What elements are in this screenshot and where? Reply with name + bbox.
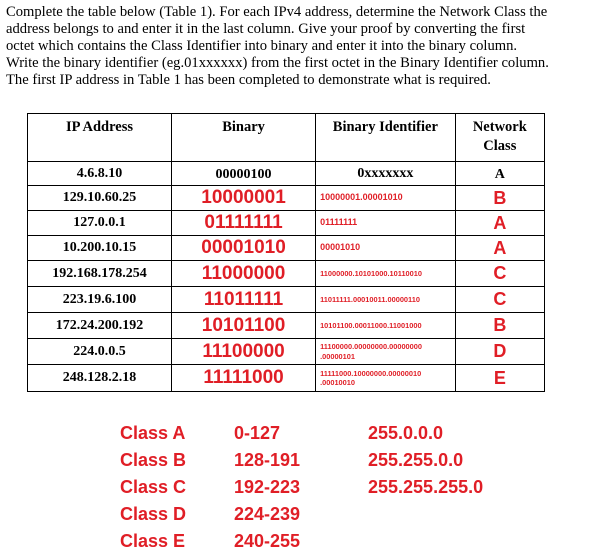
binary-identifier-value: 11000000.10101000.10110010	[320, 268, 423, 278]
instruction-line: The first IP address in Table 1 has been completed to demonstrate what is required.	[6, 72, 491, 88]
binary-identifier-cell	[316, 365, 456, 392]
binary-identifier-continuation: .00010010	[320, 378, 355, 387]
binary-value: 00000100	[215, 166, 272, 182]
table-row	[28, 313, 545, 339]
header-network-class-line2: Class	[483, 138, 517, 154]
network-class-cell	[455, 236, 544, 261]
class-range: 192-223	[234, 477, 301, 497]
binary-identifier-cell	[316, 211, 456, 236]
table-row	[28, 186, 545, 211]
table-row	[28, 236, 545, 261]
ip-address-cell: 224.0.0.5	[28, 339, 172, 365]
class-name: Class A	[120, 423, 186, 443]
class-name: Class C	[120, 477, 187, 497]
class-name: Class D	[120, 504, 187, 524]
network-class-value: C	[493, 289, 507, 309]
instruction-line: Complete the table below (Table 1). For each IPv4 address, determine the Network Class the	[6, 4, 548, 20]
binary-value: 11111000	[203, 367, 284, 388]
binary-cell	[172, 339, 316, 365]
table-row	[28, 162, 545, 186]
ip-address-cell: 4.6.8.10	[28, 162, 172, 186]
class-range: 240-255	[234, 531, 301, 551]
binary-value: 01111111	[204, 212, 283, 233]
class-range: 0-127	[234, 423, 281, 443]
class-range: 128-191	[234, 450, 301, 470]
network-class-value: A	[493, 237, 507, 258]
binary-value: 00001010	[201, 237, 286, 258]
binary-identifier-value: 10000001.00001010	[320, 192, 403, 203]
binary-cell	[172, 261, 316, 287]
ip-address-cell: 10.200.10.15	[28, 236, 172, 261]
network-class-value: A	[494, 166, 505, 182]
binary-identifier-value: 11100000.00000000.00000000	[320, 342, 423, 351]
ip-address-cell: 248.128.2.18	[28, 365, 172, 392]
table-row	[28, 261, 545, 287]
instruction-line: octet which contains the Class Identifier into binary and enter it into the binary column.	[6, 38, 518, 54]
binary-identifier-value: 10101100.00011000.11001000	[320, 320, 422, 330]
ip-address-cell: 192.168.178.254	[28, 261, 172, 287]
ip-address-cell: 127.0.0.1	[28, 211, 172, 236]
binary-identifier-cell	[316, 339, 456, 365]
binary-value: 10000001	[201, 187, 286, 208]
ip-address-cell: 172.24.200.192	[28, 313, 172, 339]
network-class-value: E	[493, 367, 506, 388]
binary-cell	[172, 186, 316, 211]
binary-cell	[172, 313, 316, 339]
binary-identifier-cell	[316, 261, 456, 287]
binary-cell	[172, 365, 316, 392]
binary-identifier-value: 11011111.00010011.00000110	[320, 294, 420, 304]
table-row	[28, 339, 545, 365]
class-name: Class B	[120, 450, 187, 470]
class-range: 224-239	[234, 504, 301, 524]
header-network-class-line1: Network	[472, 119, 527, 135]
class-subnet-mask: 255.255.0.0	[368, 450, 464, 470]
binary-identifier-value: 0xxxxxxx	[357, 165, 414, 181]
network-class-cell	[455, 365, 544, 392]
binary-identifier-value: 11111000.10000000.00000010	[320, 368, 422, 378]
binary-identifier-cell	[316, 287, 456, 313]
binary-identifier-cell	[316, 186, 456, 211]
instruction-line: address belongs to and enter it in the last column. Give your proof by converting the first	[6, 21, 526, 37]
class-subnet-mask: 255.0.0.0	[368, 423, 444, 443]
binary-cell	[172, 162, 316, 186]
network-class-cell	[455, 313, 544, 339]
network-class-value: A	[493, 212, 507, 233]
class-name: Class E	[120, 531, 186, 551]
network-class-cell	[455, 162, 544, 186]
network-class-cell	[455, 211, 544, 236]
binary-identifier-value: 01111111	[320, 217, 358, 228]
network-class-value: D	[493, 341, 507, 361]
binary-identifier-continuation: .00000101	[320, 351, 355, 361]
ipv4-class-table	[27, 113, 545, 392]
instructions-paragraph	[6, 4, 600, 89]
table-header-row	[28, 114, 545, 162]
binary-identifier-cell	[316, 236, 456, 261]
binary-identifier-value: 00001010	[320, 242, 361, 253]
table-row	[28, 365, 545, 392]
binary-value: 11011111	[203, 288, 284, 310]
binary-value: 11100000	[202, 340, 285, 362]
network-class-value: B	[493, 187, 507, 208]
network-class-cell	[455, 261, 544, 287]
header-ip-address: IP Address	[28, 114, 172, 162]
ip-address-cell: 223.19.6.100	[28, 287, 172, 313]
binary-cell	[172, 211, 316, 236]
header-binary-identifier: Binary Identifier	[316, 114, 456, 162]
ip-address-cell: 129.10.60.25	[28, 186, 172, 211]
network-class-value: C	[493, 263, 507, 283]
table-row	[28, 287, 545, 313]
binary-identifier-cell	[316, 162, 456, 186]
network-class-value: B	[493, 315, 507, 335]
class-subnet-mask: 255.255.255.0	[368, 477, 484, 497]
instruction-line: Write the binary identifier (eg.01xxxxxx) from the first octet in the Binary Identifier column.	[6, 55, 549, 71]
binary-cell	[172, 287, 316, 313]
binary-value: 10101100	[201, 314, 286, 336]
binary-value: 11000000	[201, 262, 286, 284]
binary-identifier-cell	[316, 313, 456, 339]
header-binary: Binary	[172, 114, 316, 162]
network-class-cell	[455, 339, 544, 365]
network-class-cell	[455, 186, 544, 211]
network-class-cell	[455, 287, 544, 313]
table-row	[28, 211, 545, 236]
header-network-class	[455, 114, 544, 162]
binary-cell	[172, 236, 316, 261]
